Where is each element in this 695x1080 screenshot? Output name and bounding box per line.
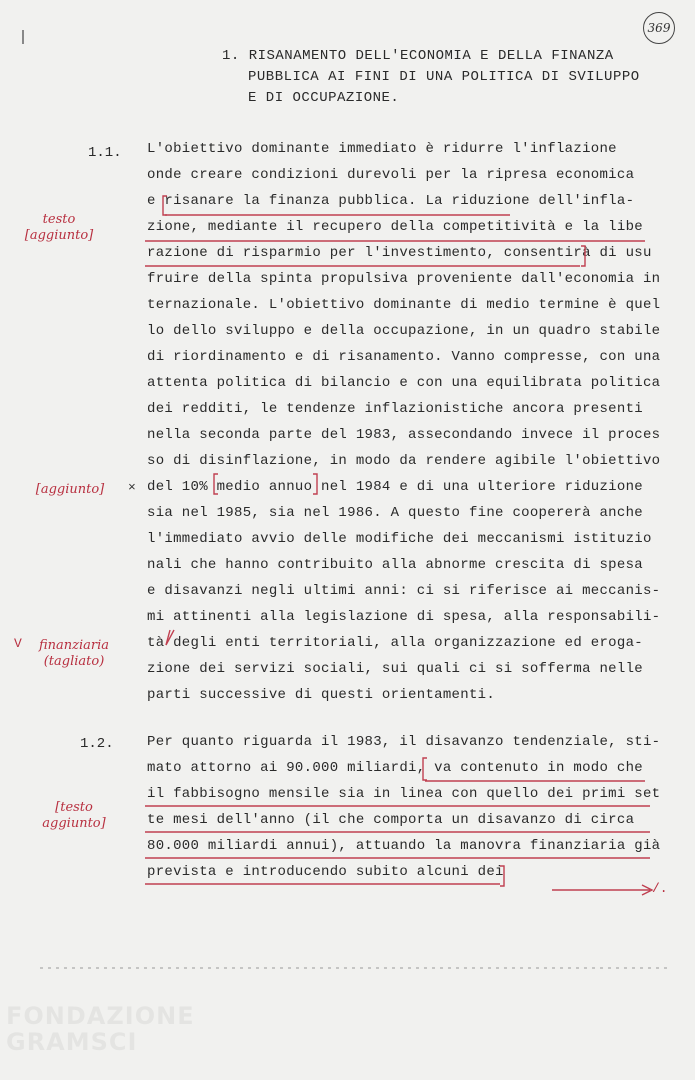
text-line: mato attorno ai 90.000 miliardi, va contenuto in modo che (147, 760, 643, 776)
title-line-3: E DI OCCUPAZIONE. (248, 90, 400, 106)
bracket-close: ] (88, 228, 94, 243)
text-line: 80.000 miliardi annui), attuando la manovra finanziaria già (147, 838, 661, 854)
text-line: zione dei servizi sociali, sui quali ci si sofferma nelle (147, 661, 643, 677)
text-line: Per quanto riguarda il 1983, il disavanzo tendenziale, sti- (147, 734, 661, 750)
text-line: di riordinamento e di risanamento. Vanno compresse, con una (147, 349, 661, 365)
insert-bracket-close (313, 474, 317, 494)
insert-bracket-open (163, 196, 167, 215)
text-line: del 10% medio annuo nel 1984 e di una ulteriore riduzione (147, 479, 643, 495)
text-line: tà degli enti territoriali, alla organizzazione ed eroga- (147, 635, 643, 651)
text-line: ternazionale. L'obiettivo dominante di medio termine è quel (147, 297, 661, 313)
text-line: nella seconda parte del 1983, assecondando invece il proces (147, 427, 661, 443)
insert-bracket-close (500, 866, 504, 886)
watermark-line: GRAMSCI (6, 1028, 138, 1056)
bracket-open: [ (35, 482, 41, 497)
title-line-2: PUBBLICA AI FINI DI UNA POLITICA DI SVILUPPO (248, 69, 640, 85)
note-line: testo (60, 800, 93, 815)
title-line-1: 1. RISANAMENTO DELL'ECONOMIA E DELLA FINANZA (222, 48, 614, 64)
text-line: te mesi dell'anno (il che comporta un disavanzo di circa (147, 812, 635, 828)
bracket-open: [ (55, 800, 61, 815)
note-line: finanziaria (38, 638, 110, 653)
bracket-open: [ (24, 228, 30, 243)
watermark (6, 1003, 195, 1055)
note-line: aggiunto (42, 816, 101, 831)
text-line: fruire della spinta propulsiva proveniente dall'economia in (147, 271, 661, 287)
insert-bracket-close (581, 246, 585, 266)
section-number-1-1: 1.1. (88, 145, 122, 161)
text-line: e disavanzi negli ultimi anni: ci si riferisce ai meccanis- (147, 583, 661, 599)
bracket-close: ] (100, 816, 106, 831)
note-line: aggiunto (40, 482, 100, 497)
text-line: nali che hanno contribuito alla abnorme crescita di spesa (147, 557, 643, 573)
bracket-close: ] (99, 482, 105, 497)
text-line: razione di risparmio per l'investimento, consentirà di usu (147, 245, 652, 261)
text-line: L'obiettivo dominante immediato è ridurre l'inflazione (147, 141, 617, 157)
text-line: prevista e introducendo subito alcuni dei (147, 864, 504, 880)
note-line: aggiunto (29, 228, 89, 243)
text-line: e risanare la finanza pubblica. La riduzione dell'infla- (147, 193, 635, 209)
text-line: attenta politica di bilancio e con una equilibrata politica (147, 375, 661, 391)
text-line: mi attinenti alla legislazione di spesa, alla responsabili- (147, 609, 661, 625)
watermark-line: FONDAZIONE (6, 1002, 195, 1030)
check-mark-margin: V (14, 636, 22, 651)
text-line: il fabbisogno mensile sia in linea con quello dei primi set (147, 786, 661, 802)
text-line: dei redditi, le tendenze inflazionistiche ancora presenti (147, 401, 643, 417)
insert-bracket-open (214, 474, 218, 494)
note-line: testo (42, 212, 76, 227)
text-line: lo dello sviluppo e della occupazione, in un quadro stabile (147, 323, 661, 339)
text-line: parti successive di questi orientamenti. (147, 687, 496, 703)
asterisk-mark: × (128, 480, 136, 495)
note-line: (tagliato) (43, 654, 105, 669)
text-line: sia nel 1985, sia nel 1986. A questo fine coopererà anche (147, 505, 643, 521)
insert-bracket-open (423, 758, 427, 780)
text-line: onde creare condizioni durevoli per la ripresa economica (147, 167, 635, 183)
section-number-1-2: 1.2. (80, 736, 114, 752)
continuation-mark: /. (652, 881, 668, 896)
page-number: 369 (647, 21, 671, 35)
text-line: l'immediato avvio delle modifiche dei meccanismi istituzio (147, 531, 652, 547)
text-line: so di disinflazione, in modo da rendere agibile l'obiettivo (147, 453, 661, 469)
text-line: zione, mediante il recupero della competitività e la libe (147, 219, 643, 235)
